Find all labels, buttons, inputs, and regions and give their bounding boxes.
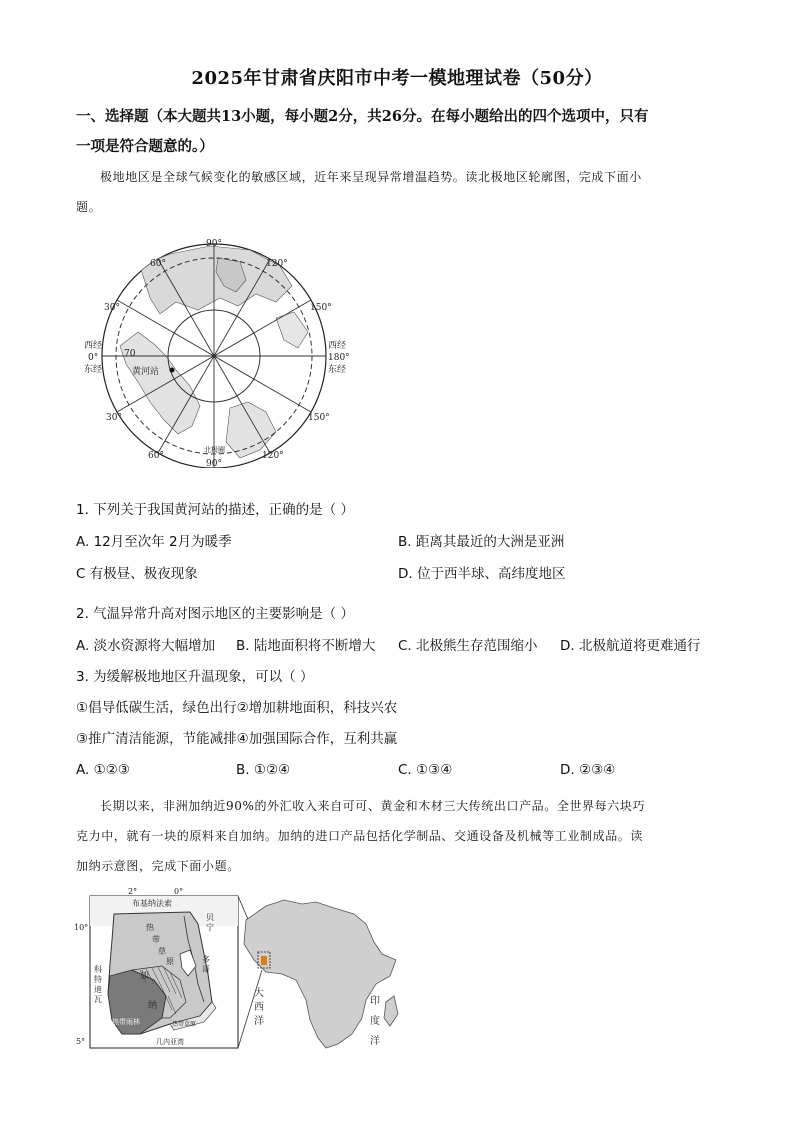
question-1-option-b[interactable]: B. 距离其最近的大洲是亚洲	[398, 534, 565, 550]
section-heading-line1: 一、选择题（本大题共13小题，每小题2分，共26分。在每小题给出的四个选项中，只有	[76, 108, 649, 125]
ghana-highlight	[261, 956, 267, 965]
label-tr-120: 120°	[266, 259, 288, 269]
madagascar	[384, 996, 398, 1026]
label-coast-savanna: 热带草原	[172, 1021, 197, 1028]
label-savanna-1: 热	[146, 923, 154, 932]
label-lr-150: 150°	[308, 413, 330, 423]
question-3-option-a[interactable]: A. ①②③	[76, 762, 130, 778]
question-2-option-a[interactable]: A. 淡水资源将大幅增加	[76, 638, 216, 654]
arctic-polar-map	[80, 236, 360, 468]
question-3-option-d[interactable]: D. ②③④	[560, 762, 616, 778]
label-right-180: 180°	[328, 353, 350, 363]
label-br-120: 120°	[262, 451, 284, 461]
label-lat-10: 10°	[74, 923, 89, 932]
question-3-option-c[interactable]: C. ①③④	[398, 762, 453, 778]
label-benin-1: 贝	[206, 913, 214, 922]
label-indian-2: 度	[370, 1016, 380, 1027]
intro-ghana-line2: 克力中，就有一块的原料来自加纳。加纳的进口产品包括化学制品、交通设备及机械等工业制成品。读	[76, 829, 644, 843]
question-2-option-d[interactable]: D. 北极航道将更难通行	[560, 638, 701, 654]
ghana-map	[70, 884, 410, 1056]
intro-polar-line2: 题。	[76, 200, 102, 214]
label-arctic-circle: 北极圈	[204, 446, 225, 454]
label-ivory-3: 迪	[94, 985, 102, 994]
label-bottom-90: 90°	[206, 459, 222, 468]
question-1-stem: 1. 下列关于我国黄河站的描述，正确的是（ ）	[76, 502, 354, 518]
label-ivory-4: 瓦	[94, 995, 102, 1004]
label-left-0: 0°	[88, 353, 99, 363]
label-right-east: 东经	[328, 365, 347, 375]
label-lat-70: 70	[124, 349, 136, 359]
label-ivory-1: 科	[94, 965, 102, 974]
question-3-option-b[interactable]: B. ①②④	[236, 762, 291, 778]
label-indian-1: 印	[370, 996, 380, 1007]
question-3-stem: 3. 为缓解极地地区升温现象，可以（ ）	[76, 669, 314, 685]
label-left-west: 西经	[84, 341, 103, 351]
label-togo-1: 多	[202, 955, 210, 964]
label-station: 黄河站	[132, 367, 160, 377]
label-lon-2: 2°	[128, 887, 138, 896]
section-heading-line2: 一项是符合题意的。）	[76, 138, 214, 155]
label-tl-60: 60°	[150, 259, 166, 269]
label-gulf: 几内亚湾	[156, 1038, 184, 1046]
label-ur-150: 150°	[310, 303, 332, 313]
label-ghana-1: 加	[140, 971, 150, 981]
label-atlantic-2: 西	[254, 1002, 264, 1013]
label-ghana-2: 纳	[148, 1001, 158, 1011]
question-2-stem: 2. 气温异常升高对图示地区的主要影响是（ ）	[76, 606, 354, 622]
question-3-statement-1: ①倡导低碳生活，绿色出行②增加耕地面积，科技兴农	[76, 700, 398, 716]
label-savanna-4: 原	[166, 957, 174, 966]
label-savanna-2: 带	[152, 935, 160, 944]
label-ul-30: 30°	[104, 303, 120, 313]
intro-ghana	[76, 791, 716, 881]
label-togo-2: 哥	[202, 965, 210, 974]
label-atlantic-3: 洋	[254, 1016, 264, 1027]
label-left-east: 东经	[84, 365, 103, 375]
label-indian-3: 洋	[370, 1036, 380, 1047]
intro-ghana-line3: 加纳示意图，完成下面小题。	[76, 859, 240, 873]
label-ll-30: 30°	[106, 413, 122, 423]
intro-ghana-line1: 长期以来，非洲加纳近90%的外汇收入来自可可、黄金和木材三大传统出口产品。全世界每六块巧	[100, 799, 646, 813]
label-savanna-3: 草	[158, 947, 166, 956]
question-2-option-b[interactable]: B. 陆地面积将不断增大	[236, 638, 376, 654]
question-3-statement-2: ③推广清洁能源，节能减排④加强国际合作，互利共赢	[76, 731, 398, 747]
intro-polar	[76, 162, 716, 222]
question-2-option-c[interactable]: C. 北极熊生存范围缩小	[398, 638, 538, 654]
exam-title: 2025年甘肃省庆阳市中考一模地理试卷（50分）	[191, 68, 603, 89]
label-lon-0: 0°	[174, 887, 184, 896]
question-1-option-c[interactable]: C 有极昼、极夜现象	[76, 566, 198, 582]
label-atlantic-1: 大	[254, 988, 264, 999]
label-top-90: 90°	[206, 239, 222, 249]
label-lat-5: 5°	[76, 1037, 86, 1046]
label-ivory-2: 特	[94, 975, 102, 984]
label-forest: 热带雨林	[112, 1018, 140, 1026]
label-right-west: 西经	[328, 341, 347, 351]
label-benin-2: 宁	[206, 923, 214, 932]
question-1-option-a[interactable]: A. 12月至次年 2月为暖季	[76, 534, 232, 550]
intro-polar-line1: 极地地区是全球气候变化的敏感区域，近年来呈现异常增温趋势。读北极地区轮廓图，完成下面小	[100, 170, 642, 184]
huanghe-station-marker	[170, 368, 175, 373]
label-bl-60: 60°	[148, 451, 164, 461]
label-burkina: 布基纳法索	[132, 899, 172, 908]
section-heading	[76, 102, 726, 162]
question-1-option-d[interactable]: D. 位于西半球、高纬度地区	[398, 566, 566, 582]
